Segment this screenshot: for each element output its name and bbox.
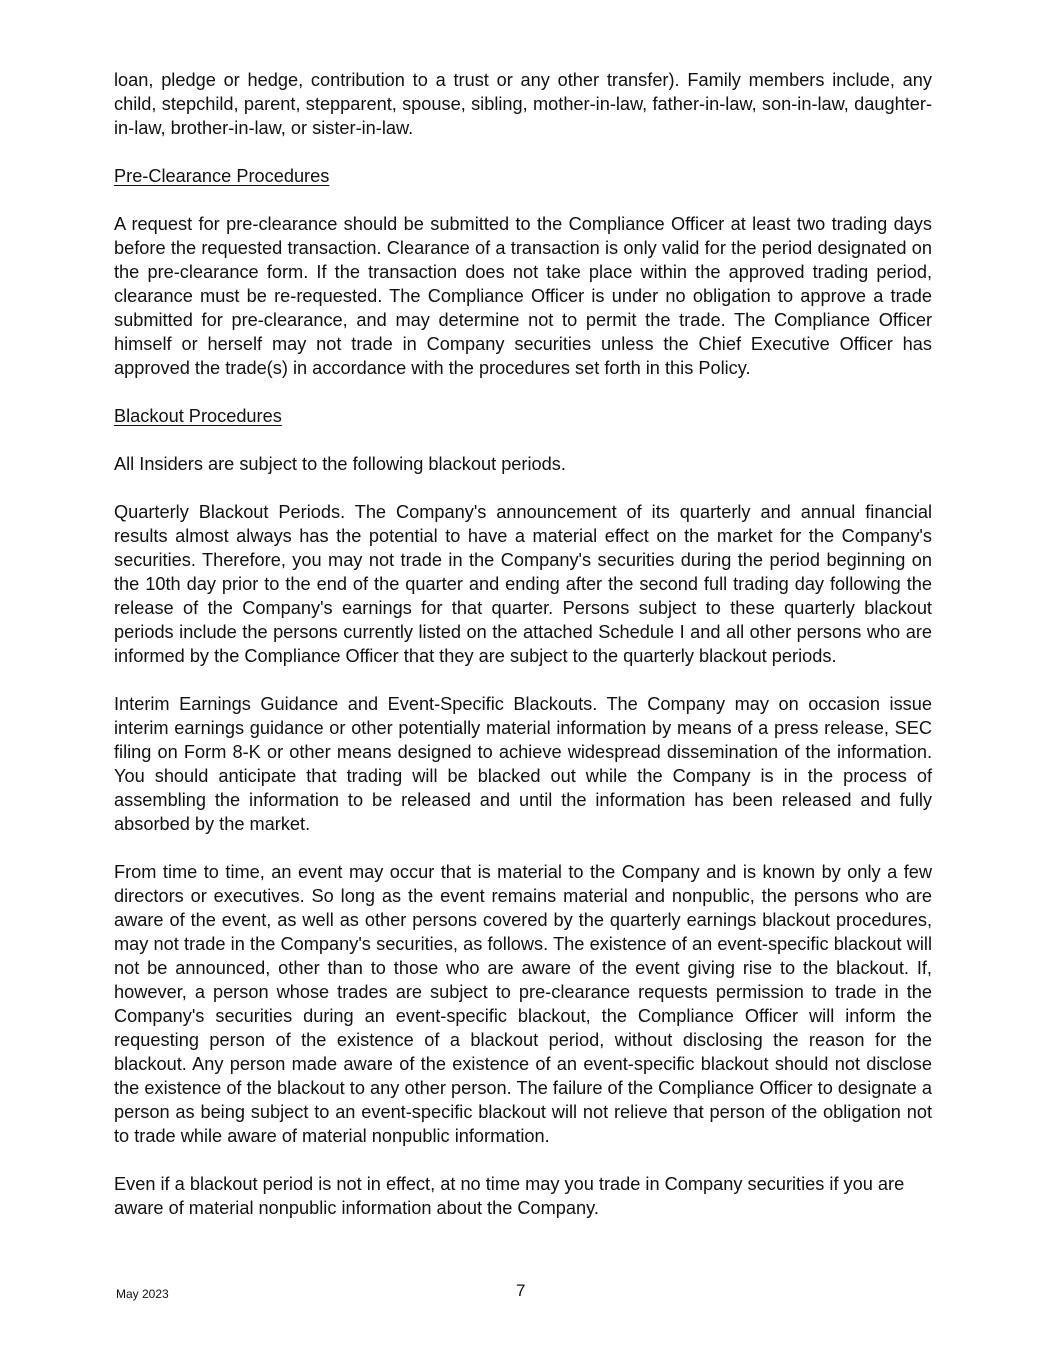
preclearance-paragraph: A request for pre-clearance should be submitted to the Compliance Officer at least two trading days before the requested transaction. Clearance of a transaction is only valid for the period designated on the pre-clearance form. If the transaction does not take place within the approved trading period, clearance must be re-requested. The Compliance Officer is under no obligation to approve a trade submitted for pre-clearance, and may determine not to permit the trade. The Compliance Officer himself or herself may not trade in Company securities unless the Chief Executive Officer has approved the trade(s) in accordance with the procedures set forth in this Policy. (114, 214, 932, 378)
quarterly-blackout-paragraph: Quarterly Blackout Periods. The Company's announcement of its quarterly and annual financial results almost always has the potential to have a material effect on the market for the Company's securities. Therefore, you may not trade in the Company's securities during the period beginning on the 10th day prior to the end of the quarter and ending after the second full trading day following the release of the Company's earnings for that quarter. Persons subject to these quarterly blackout periods include the persons currently listed on the attached Schedule I and all other persons who are informed by the Compliance Officer that they are subject to the quarterly blackout periods. (114, 502, 932, 666)
blackout-intro-paragraph: All Insiders are subject to the following blackout periods. (114, 454, 566, 474)
interim-guidance-paragraph: Interim Earnings Guidance and Event-Specific Blackouts. The Company may on occasion issue interim earnings guidance or other potentially material information by means of a press release, SEC filing on Form 8-K or other means designed to achieve widespread dissemination of the information. You should anticipate that trading will be blacked out while the Company is in the process of assembling the information to be released and until the information has been released and fully absorbed by the market. (114, 694, 932, 834)
document-page (114, 68, 932, 1244)
preclearance-heading: Pre-Clearance Procedures (114, 166, 330, 186)
blackout-heading: Blackout Procedures (114, 406, 282, 426)
even-if-paragraph: Even if a blackout period is not in effect, at no time may you trade in Company securities if you are aware of material nonpublic information about the Company. (114, 1174, 905, 1218)
family-members-paragraph: loan, pledge or hedge, contribution to a trust or any other transfer). Family members include, any child, stepchild, parent, stepparent, spouse, sibling, mother-in-law, father-in-law, son-in-law, daughter-in-law, brother-in-law, or sister-in-law. (114, 70, 932, 138)
footer-date: May 2023 (116, 1287, 169, 1301)
page-number: 7 (516, 1281, 526, 1300)
event-specific-paragraph: From time to time, an event may occur that is material to the Company and is known by only a few directors or executives. So long as the event remains material and nonpublic, the persons who are aware of the event, as well as other persons covered by the quarterly earnings blackout procedures, may not trade in the Company's securities, as follows. The existence of an event-specific blackout will not be announced, other than to those who are aware of the event giving rise to the blackout. If, however, a person whose trades are subject to pre-clearance requests permission to trade in the Company's securities during an event-specific blackout, the Compliance Officer will inform the requesting person of the existence of a blackout period, without disclosing the reason for the blackout. Any person made aware of the existence of an event-specific blackout should not disclose the existence of the blackout to any other person. The failure of the Compliance Officer to designate a person as being subject to an event-specific blackout will not relieve that person of the obligation not to trade while aware of material nonpublic information. (114, 862, 932, 1146)
